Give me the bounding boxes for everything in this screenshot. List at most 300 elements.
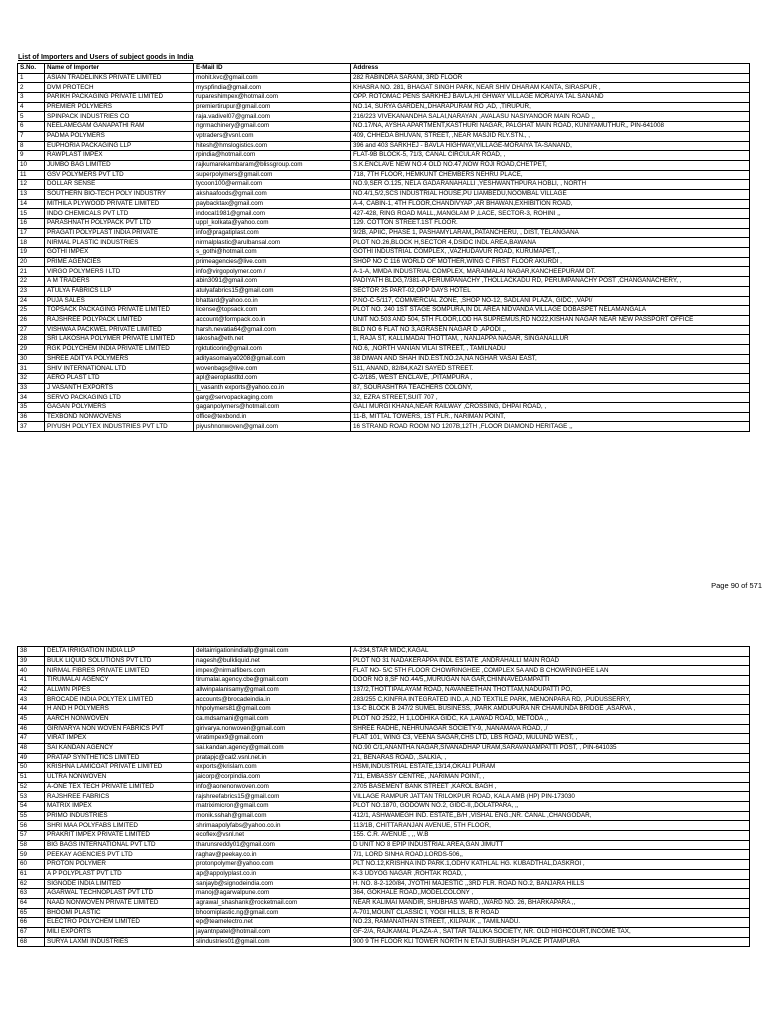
cell-address: 9/2B, APIIC, PHASE 1, PASHAMYLARAM,,PATANCHERU, , DIST, TELANGANA — [351, 228, 750, 238]
cell-address: 216/223 VIVEKANANDHA SALAI,NARAYAN ,AVALASU NASIYANOOR MAIN ROAD ,, — [351, 112, 750, 122]
cell-sno: 34 — [18, 393, 45, 403]
table-row — [18, 73, 750, 83]
cell-address: PLOT NO 2522, H 1,LODHIKA GIDC, KA ,LAWAD ROAD, METODA ,, — [351, 714, 750, 724]
cell-address: K-3 UDYOG NAGAR ,ROHTAK ROAD, , — [351, 869, 750, 879]
cell-email: jayantnpatel@hotmail.com — [194, 927, 351, 937]
cell-address: DOOR NO 8,SF NO.44/5,,MURUGAN NA GAR,CHINNAVEDAMPATTI — [351, 676, 750, 686]
cell-sno: 18 — [18, 238, 45, 248]
cell-email: vptraders@vsnl.com — [194, 131, 351, 141]
cell-sno: 9 — [18, 151, 45, 161]
cell-email: wovenbags@live.com — [194, 364, 351, 374]
cell-email: tycoon100@ermail.com — [194, 180, 351, 190]
cell-importer-name: PEEKAY AGENCIES PVT LTD — [45, 850, 194, 860]
cell-importer-name: VIRAT IMPEX — [45, 734, 194, 744]
cell-sno: 59 — [18, 850, 45, 860]
cell-importer-name: A-ONE TEX TECH PRIVATE LIMITED — [45, 782, 194, 792]
importers-table-top — [17, 63, 750, 432]
cell-importer-name: SRI LAKOSHA POLYMER PRIVATE LIMITED — [45, 335, 194, 345]
table-row — [18, 647, 750, 657]
cell-address: 282 RABINDRA SARANI, 3RD FLOOR — [351, 73, 750, 83]
table-body-top — [18, 73, 750, 431]
table-row — [18, 335, 750, 345]
table-row — [18, 860, 750, 870]
table-row — [18, 656, 750, 666]
cell-sno: 54 — [18, 802, 45, 812]
cell-importer-name: NAAD NONWOVEN PRIVATE LIMITED — [45, 898, 194, 908]
table-row — [18, 228, 750, 238]
cell-email: deltairrigationindiallp@gmail.com — [194, 647, 351, 657]
cell-sno: 15 — [18, 209, 45, 219]
table-row — [18, 364, 750, 374]
cell-address: 7/1, LORD SINHA ROAD,LORDS-506,, — [351, 850, 750, 860]
cell-sno: 66 — [18, 918, 45, 928]
cell-importer-name: AARCH NONWOVEN — [45, 714, 194, 724]
cell-sno: 64 — [18, 898, 45, 908]
table-row — [18, 151, 750, 161]
cell-importer-name: SHREE ADITYA POLYMERS — [45, 354, 194, 364]
cell-sno: 17 — [18, 228, 45, 238]
cell-sno: 43 — [18, 695, 45, 705]
table-row — [18, 666, 750, 676]
table-row — [18, 93, 750, 103]
cell-sno: 32 — [18, 374, 45, 384]
table-row — [18, 714, 750, 724]
cell-email: exports@krislam.com — [194, 763, 351, 773]
cell-address: PLOT NO.1870, GODOWN NO.2, GIDC-II,,DOLATPARA, ,, — [351, 802, 750, 812]
cell-importer-name: PROTON POLYMER — [45, 860, 194, 870]
cell-importer-name: GOTHI IMPEX — [45, 248, 194, 258]
cell-importer-name: PREMIER POLYMERS — [45, 102, 194, 112]
cell-sno: 33 — [18, 383, 45, 393]
cell-email: tharunsreddy01@gmail.com — [194, 840, 351, 850]
cell-email: paybacktax@gmail.com — [194, 199, 351, 209]
cell-importer-name: AGARWAL TECHNOPLAST PVT LTD — [45, 889, 194, 899]
cell-importer-name: NEELAMEGAM GANAPATHI RAM — [45, 122, 194, 132]
cell-sno: 31 — [18, 364, 45, 374]
table-row — [18, 325, 750, 335]
table-row — [18, 705, 750, 715]
cell-email: license@topsack.com — [194, 306, 351, 316]
cell-importer-name: SHIV INTERNATIONAL LTD — [45, 364, 194, 374]
cell-email: j_vasanth exports@yahoo.co.in — [194, 383, 351, 393]
cell-importer-name: NIRMAL PLASTIC INDUSTRIES — [45, 238, 194, 248]
cell-email: premiertirupur@gmail.com — [194, 102, 351, 112]
cell-importer-name: KRISHNA LAMICOAT PRIVATE LIMITED — [45, 763, 194, 773]
cell-sno: 63 — [18, 889, 45, 899]
cell-address: GF-2/A, RAJKAMAL PLAZA-A , SATTAR TALUKA SOCIETY, NR. OLD HIGHCOURT,INCOME TAX, — [351, 927, 750, 937]
cell-address: 900 9 TH FLOOR KLI TOWER NORTH N ETAJI SUBHASH PLACE PITAMPURA — [351, 937, 750, 947]
cell-email: info@virgopolymer.com / — [194, 267, 351, 277]
table-row — [18, 695, 750, 705]
cell-importer-name: PUJA SALES — [45, 296, 194, 306]
table-row — [18, 267, 750, 277]
cell-importer-name: VISHWAA PACKWEL PRIVATE LIMITED — [45, 325, 194, 335]
table-row — [18, 802, 750, 812]
table-row — [18, 83, 750, 93]
cell-importer-name: A P POLYPLAST PVT LTD — [45, 869, 194, 879]
cell-email: rajkumarekambaram@blissgroup.com — [194, 160, 351, 170]
cell-address: VILLAGE RAMPUR JATTAN TRILOKPUR ROAD, KALA AMB (HP) PIN-173030 — [351, 792, 750, 802]
cell-address: A-1-A, MMDA INDUSTRIAL COMPLEX, MARAIMALAI NAGAR,KANCHEEPURAM DT. — [351, 267, 750, 277]
cell-importer-name: SIGNODE INDIA LIMITED — [45, 879, 194, 889]
cell-sno: 7 — [18, 131, 45, 141]
table-row — [18, 918, 750, 928]
cell-importer-name: DVM PROTECH — [45, 83, 194, 93]
cell-address: KHASRA NO. 281, BHAGAT SINGH PARK, NEAR SHIV DHARAM KANTA, SIRASPUR , — [351, 83, 750, 93]
table-row — [18, 344, 750, 354]
cell-importer-name: PRATAP SYNTHETICS LIMITED — [45, 753, 194, 763]
cell-sno: 56 — [18, 821, 45, 831]
cell-importer-name: RGK POLYCHEM INDIA PRIVATE LIMITED — [45, 344, 194, 354]
cell-address: D UNIT NO 8 EPIP INDUSTRIAL AREA,GAN JIMUTT — [351, 840, 750, 850]
cell-importer-name: BULK LIQUID SOLUTIONS PVT LTD — [45, 656, 194, 666]
table-row — [18, 160, 750, 170]
cell-email: slindustries01@gmail.com — [194, 937, 351, 947]
cell-sno: 37 — [18, 422, 45, 432]
table-row — [18, 753, 750, 763]
cell-importer-name: TEXBOND NONWOVENS — [45, 412, 194, 422]
cell-sno: 58 — [18, 840, 45, 850]
cell-importer-name: PIYUSH POLYTEX INDUSTRIES PVT LTD — [45, 422, 194, 432]
cell-email: impex@nirmalfibers.com — [194, 666, 351, 676]
cell-email: rpindia@hotmail.com — [194, 151, 351, 161]
cell-email: viratimpex9@gmail.com — [194, 734, 351, 744]
cell-sno: 42 — [18, 685, 45, 695]
cell-sno: 49 — [18, 753, 45, 763]
cell-email: hhpolymers81@gmail.com — [194, 705, 351, 715]
cell-sno: 20 — [18, 257, 45, 267]
cell-email: raja.vadivel07@gmail.com — [194, 112, 351, 122]
cell-address: 412/1, ASHWAMEGH IND. ESTATE,,B/H ,VISHAL ENG.,NR. CANAL ,CHANGODAR, — [351, 811, 750, 821]
cell-address: 11-B, MITTAL TOWERS, 1ST FLR., NARIMAN POINT, — [351, 412, 750, 422]
cell-importer-name: RAJSHREE FABRICS — [45, 792, 194, 802]
cell-importer-name: RAJSHREE POLYPACK LIMITED — [45, 315, 194, 325]
cell-email: girivarya.nonwoven@gmail.com — [194, 724, 351, 734]
cell-email: uppl_kolkata@yahoo.com — [194, 219, 351, 229]
cell-sno: 24 — [18, 296, 45, 306]
cell-email: piyushnonwoven@gmail.com — [194, 422, 351, 432]
table-row — [18, 383, 750, 393]
table-row — [18, 180, 750, 190]
cell-sno: 5 — [18, 112, 45, 122]
cell-email: manoj@agarwalpune.com — [194, 889, 351, 899]
cell-importer-name: ELECTRO POLYCHEM LIMITED — [45, 918, 194, 928]
table-row — [18, 869, 750, 879]
cell-sno: 4 — [18, 102, 45, 112]
table-row — [18, 189, 750, 199]
cell-sno: 10 — [18, 160, 45, 170]
cell-sno: 65 — [18, 908, 45, 918]
cell-address: SECTOR 25 PART-02,OPP DAYS HOTEL — [351, 286, 750, 296]
cell-address: 87, SOURASHTRA TEACHERS COLONY, — [351, 383, 750, 393]
cell-importer-name: PADMA POLYMERS — [45, 131, 194, 141]
cell-sno: 14 — [18, 199, 45, 209]
cell-sno: 68 — [18, 937, 45, 947]
cell-address: HSMI,INDUSTRIAL ESTATE,13/14,OKALI PURAM — [351, 763, 750, 773]
cell-sno: 21 — [18, 267, 45, 277]
cell-importer-name: J VASANTH EXPORTS — [45, 383, 194, 393]
cell-address: FLAT 101, WING C3, VEENA SAGAR,CHS LTD, LBS ROAD, MULUND WEST, , — [351, 734, 750, 744]
cell-address: SHREE RADHE, NEHRUNAGAR SOCIETY-9, ,NANAMAVA ROAD, ,/ — [351, 724, 750, 734]
table-row — [18, 685, 750, 695]
cell-email: ecoflex@vsnl.net — [194, 831, 351, 841]
cell-sno: 62 — [18, 879, 45, 889]
cell-address: 38 DIWAN AND SHAH IND.EST.NO.2A,NA NGHAR VASAI EAST, — [351, 354, 750, 364]
cell-address: A-701,MOUNT CLASSIC I, YOGI HILLS, B R ROAD — [351, 908, 750, 918]
cell-address: 32, EZRA STREET,SUIT 707 , — [351, 393, 750, 403]
cell-email: mohit.kvc@gmail.com — [194, 73, 351, 83]
cell-sno: 47 — [18, 734, 45, 744]
cell-importer-name: MITHILA PLYWOOD PRIVATE LIMITED — [45, 199, 194, 209]
cell-sno: 6 — [18, 122, 45, 132]
column-header-email: E-Mail ID — [194, 64, 351, 74]
cell-email: raghav@peekay.co.in — [194, 850, 351, 860]
cell-sno: 55 — [18, 811, 45, 821]
cell-sno: 22 — [18, 277, 45, 287]
cell-address: 16 STRAND ROAD ROOM NO 1207B,12TH ,FLOOR DIAMOND HERITAGE ,, — [351, 422, 750, 432]
cell-email: rgktuticorin@gmail.com — [194, 344, 351, 354]
table-row — [18, 879, 750, 889]
table-row — [18, 422, 750, 432]
table-row — [18, 782, 750, 792]
cell-address: S.K.ENCLAVE NEW NO.4 OLD NO.47,NOW ROJI ROAD,CHETPET, — [351, 160, 750, 170]
cell-importer-name: PARIKH PACKAGING PRIVATE LIMITED — [45, 93, 194, 103]
cell-importer-name: TIRUMALAI AGENCY — [45, 676, 194, 686]
table-row — [18, 122, 750, 132]
table-row — [18, 170, 750, 180]
table-row — [18, 286, 750, 296]
table-row — [18, 821, 750, 831]
cell-email: nirmalplastic@arulbansal.com — [194, 238, 351, 248]
cell-importer-name: SOUTHERN BIO-TECH POLY INDUSTRY — [45, 189, 194, 199]
cell-email: indocal1981@gmail.com — [194, 209, 351, 219]
cell-sno: 51 — [18, 772, 45, 782]
table-row — [18, 209, 750, 219]
cell-address: 364, GOKHALE ROAD,,MODELCOLONY , — [351, 889, 750, 899]
table-row — [18, 393, 750, 403]
column-header-name: Name of Importer — [45, 64, 194, 74]
cell-address: 137/2,THOTTIPALAYAM ROAD, NAVANEETHAN THOTTAM,NADUPATTI PO, — [351, 685, 750, 695]
table-row — [18, 199, 750, 209]
cell-email: matriximicron@gmail.com — [194, 802, 351, 812]
cell-sno: 29 — [18, 344, 45, 354]
cell-sno: 30 — [18, 354, 45, 364]
cell-email: primeagencies@live.com — [194, 257, 351, 267]
cell-importer-name: MILI EXPORTS — [45, 927, 194, 937]
cell-importer-name: PRAKRIT IMPEX PRIVATE LIMITED — [45, 831, 194, 841]
table-row — [18, 792, 750, 802]
cell-sno: 13 — [18, 189, 45, 199]
cell-sno: 44 — [18, 705, 45, 715]
cell-address: C-2/185, WEST ENCLAVE, ,PITAMPURA , — [351, 374, 750, 384]
cell-importer-name: ALLWIN PIPES — [45, 685, 194, 695]
cell-importer-name: DELTA IRRIGATION INDIA LLP — [45, 647, 194, 657]
cell-email: adityasomaiya0208@gmail.com — [194, 354, 351, 364]
cell-importer-name: MATRIX IMPEX — [45, 802, 194, 812]
cell-address: 13-C BLOCK B 247/2 SUMEL BUSINESS, ,PARK AMDUPURA NR CHAMUNDA BRIDGE ,ASARVA , — [351, 705, 750, 715]
cell-sno: 57 — [18, 831, 45, 841]
cell-importer-name: PARASHNATH POLYPACK PVT LTD — [45, 219, 194, 229]
page-number: Page 90 of 571 — [711, 581, 762, 590]
cell-sno: 50 — [18, 763, 45, 773]
cell-email: atulyafabrics15@gmail.com — [194, 286, 351, 296]
table-row — [18, 112, 750, 122]
cell-email: pratapjc@cal2.vsnl.net.in — [194, 753, 351, 763]
cell-address: A-234,STAR MIDC,KAGAL — [351, 647, 750, 657]
cell-email: rupareshimpex@hotmail.com — [194, 93, 351, 103]
cell-email: office@texbond.in — [194, 412, 351, 422]
cell-address: 283/255 C,KINFRA INTEGRATED IND.,A ,ND TEXTILE PARK, MENONPARA RD, ,PUDUSSERRY, — [351, 695, 750, 705]
table-row — [18, 840, 750, 850]
cell-email: info@pragatiplast.com — [194, 228, 351, 238]
cell-address: 396 and 403 SARKHEJ - BAVLA HIGHWAY,VILLAGE-MORAIYA TA-SANAND, — [351, 141, 750, 151]
table-row — [18, 403, 750, 413]
cell-importer-name: ATULYA FABRICS LLP — [45, 286, 194, 296]
table-row — [18, 238, 750, 248]
cell-email: s_gothi@hotmail.com — [194, 248, 351, 258]
cell-sno: 19 — [18, 248, 45, 258]
cell-sno: 12 — [18, 180, 45, 190]
cell-address: OPP. ROTOMAC PENS SARKHEJ BAVLA,HI GHWAY VILLAGE MORAIYA TAL SANAND — [351, 93, 750, 103]
cell-address: GALI MURGI KHANA,NEAR RAILWAY ,CROSSING, DHPAI ROAD, , — [351, 403, 750, 413]
importers-table-bottom — [17, 646, 750, 947]
cell-importer-name: INDO CHEMICALS PVT LTD — [45, 209, 194, 219]
table-row — [18, 898, 750, 908]
cell-sno: 52 — [18, 782, 45, 792]
cell-address: NO.9,SER O.125, NELA GADARANAHALLI ,YESHWANTHPURA HOBLI, , NORTH — [351, 180, 750, 190]
cell-email: protonpolymer@yahoo.com — [194, 860, 351, 870]
cell-importer-name: DOLLAR SENSE — [45, 180, 194, 190]
cell-email: info@aonenonwoven.com — [194, 782, 351, 792]
cell-importer-name: ULTRA NONWOVEN — [45, 772, 194, 782]
page-title: List of Importers and Users of subject goods in India — [18, 54, 194, 61]
cell-address: 129. COTTON STREET.1ST FLOOR. — [351, 219, 750, 229]
cell-address: GOTHI INDUSTRIAL COMPLEX, ,VAZHUDAVUR ROAD, KURUMAPET, , — [351, 248, 750, 258]
cell-email: allwinpalanisamy@gmail.com — [194, 685, 351, 695]
cell-importer-name: BIG BAGS INTERNATIONAL PVT LTD — [45, 840, 194, 850]
cell-address: BLD NO 6 FLAT NO 3,AGRASEN NAGAR D ,APODI ,, — [351, 325, 750, 335]
cell-sno: 46 — [18, 724, 45, 734]
cell-address: A-4, CABIN-1, 4TH FLOOR,CHANDIVYAP ,AR BHAWAN,EXHIBITION ROAD, — [351, 199, 750, 209]
cell-sno: 39 — [18, 656, 45, 666]
table-row — [18, 850, 750, 860]
cell-sno: 26 — [18, 315, 45, 325]
cell-email: hitesh@hmslogistics.com — [194, 141, 351, 151]
cell-email: agrawal_shashank@rocketmail.com — [194, 898, 351, 908]
cell-address: 113/1B, CHITTARANJAN AVENUE, 5TH FLOOR, — [351, 821, 750, 831]
table-row — [18, 306, 750, 316]
cell-sno: 23 — [18, 286, 45, 296]
cell-importer-name: EUPHORIA PACKAGING LLP — [45, 141, 194, 151]
cell-importer-name: ASIAN TRADELINKS PRIVATE LIMITED — [45, 73, 194, 83]
cell-sno: 45 — [18, 714, 45, 724]
cell-importer-name: SHRI MAA POLYFABS LIMITED — [45, 821, 194, 831]
cell-email: account@formpack.co.in — [194, 315, 351, 325]
cell-sno: 40 — [18, 666, 45, 676]
column-header-address: Address — [351, 64, 750, 74]
cell-address: NEAR KALIMAI MANDIR, SHUBHAS WARD, ,WARD NO. 26, BHARKAPARA ,, — [351, 898, 750, 908]
cell-email: accounts@brocadeindia.in — [194, 695, 351, 705]
cell-address: PLT NO.12,KRISHNA IND PARK.1,ODHV KATHLAL HG. KUBADTHAL,DASKROI , — [351, 860, 750, 870]
cell-importer-name: SAI KANDAN AGENCY — [45, 743, 194, 753]
cell-email: garg@servopackaging.com — [194, 393, 351, 403]
cell-address: PLOT NO 31 NADAKERAPPA INDL ESTATE ,ANDRAHALLI MAIN ROAD — [351, 656, 750, 666]
cell-address: H. NO. 8-2-120/84, JYOTHI MAJESTIC ,,3RD FLR. ROAD NO.2, BANJARA HILLS — [351, 879, 750, 889]
cell-sno: 3 — [18, 93, 45, 103]
table-row — [18, 676, 750, 686]
cell-importer-name: SURYA LAXMI INDUSTRIES — [45, 937, 194, 947]
cell-importer-name: H AND H POLYMERS — [45, 705, 194, 715]
cell-email: tirumalai.agency.cbe@gmail.com — [194, 676, 351, 686]
table-row — [18, 277, 750, 287]
cell-address: NO.6, ,NORTH VANIAN VILAI STREET, , TAMILNADU — [351, 344, 750, 354]
cell-sno: 27 — [18, 325, 45, 335]
cell-address: 427-428, RING ROAD MALL,,MANGLAM P ,LACE, SECTOR-3, ROHINI ,, — [351, 209, 750, 219]
cell-importer-name: JUMBO BAG LIMITED — [45, 160, 194, 170]
cell-address: PLOT NO.26,BLOCK H,SECTOR 4,DSIDC INDL AREA,BAWANA — [351, 238, 750, 248]
cell-address: 1, RAJA ST, KALLIMADAI THOTTAM, , NANJAPPA NAGAR, SINGANALLUR — [351, 335, 750, 345]
cell-importer-name: RAWPLAST IMPEX — [45, 151, 194, 161]
table-row — [18, 743, 750, 753]
cell-email: nagesh@bulkliquid.net — [194, 656, 351, 666]
table-row — [18, 937, 750, 947]
cell-importer-name: BROCADE INDIA POLYTEX LIMITED — [45, 695, 194, 705]
cell-sno: 53 — [18, 792, 45, 802]
table-row — [18, 354, 750, 364]
cell-importer-name: SPINPACK INDUSTRIES CO — [45, 112, 194, 122]
cell-email: abin3091@gmail.com — [194, 277, 351, 287]
cell-importer-name: TOPSACK PACKAGING PRIVATE LIMITED — [45, 306, 194, 316]
cell-address: NO.4/1,5/2,SCS INDUSTRIAL HOUSE,PU LIAMBEDU,NOOMBAL VILLAGE — [351, 189, 750, 199]
cell-sno: 25 — [18, 306, 45, 316]
cell-address: 155. C.R. AVENUE , ,, W.B — [351, 831, 750, 841]
table-row — [18, 102, 750, 112]
table-row — [18, 131, 750, 141]
cell-email: ep@teamelectro.net — [194, 918, 351, 928]
cell-email: lakosha@eth.net — [194, 335, 351, 345]
cell-address: NO.23, RAMANATHAN STREET, ,KILPAUK ,, TAMILNADU. — [351, 918, 750, 928]
cell-importer-name: PRIMO INDUSTRIES — [45, 811, 194, 821]
table-row — [18, 734, 750, 744]
cell-address: 2705 BASEMENT BANK STREET ,KAROL BAGH , — [351, 782, 750, 792]
cell-email: ap@appolyplast.co.in — [194, 869, 351, 879]
table-row — [18, 908, 750, 918]
cell-email: ngrmachinery@gmail.com — [194, 122, 351, 132]
cell-email: monik.sshah@gmail.com — [194, 811, 351, 821]
cell-sno: 60 — [18, 860, 45, 870]
cell-address: PADIYATH BLDG,7/381-A,PERUMPANACHY ,THOLLACKADU RD, PERUMPANACHY POST ,CHANGANACHERY, , — [351, 277, 750, 287]
cell-email: akshaafoods@gmail.com — [194, 189, 351, 199]
cell-address: 718, 7TH FLOOR, HEMKUNT CHEMBERS NEHRU PLACE, — [351, 170, 750, 180]
cell-importer-name: VIRGO POLYMERS I LTD — [45, 267, 194, 277]
cell-email: shrimaapolyfabs@yahoo.co.in — [194, 821, 351, 831]
cell-email: ca.mdsamani@gmail.com — [194, 714, 351, 724]
cell-address: NO.14, SURYA GARDEN,,DHARAPURAM RO ,AD, ,TIRUPUR, — [351, 102, 750, 112]
table-row — [18, 772, 750, 782]
cell-address: NO.90 C/1,ANANTHA NAGAR,SIVANADHAP URAM,SARAVANAMPATTI POST, , PIN-641035 — [351, 743, 750, 753]
cell-address: 21, BENARAS ROAD, ,SALKIA, , — [351, 753, 750, 763]
cell-address: PLOT NO. 240 1ST STAGE SOMPURA,IN DL AREA NIDVANDA VILLAGE DOBASPET NELAMANGALA — [351, 306, 750, 316]
cell-address: FLAT NO- 5/C 5TH FLOOR CHOWRINGHEE ,COMPLEX 5A AND B CHOWRINGHEE LAN — [351, 666, 750, 676]
cell-sno: 35 — [18, 403, 45, 413]
cell-importer-name: PRIME AGENCIES — [45, 257, 194, 267]
table-row — [18, 412, 750, 422]
table-row — [18, 724, 750, 734]
table-row — [18, 763, 750, 773]
table-row — [18, 889, 750, 899]
cell-importer-name: PRAGATI POLYPLAST INDIA PRIVATE — [45, 228, 194, 238]
cell-address: SHOP NO C 116 WORLD OF MOTHER,WING C FIRST FLOOR AKURDI , — [351, 257, 750, 267]
